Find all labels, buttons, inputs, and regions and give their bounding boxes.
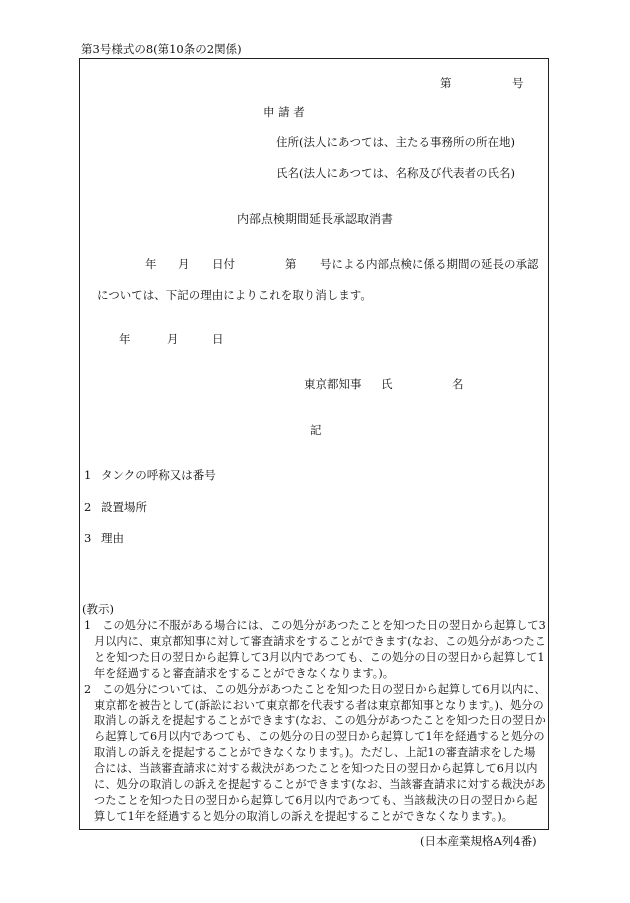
notice-heading: (教示)	[82, 602, 114, 616]
ki-heading: 記	[310, 423, 322, 437]
body-nen: 年	[145, 257, 157, 271]
notice-paragraph-1: 1 この処分に不服がある場合には、この処分があつたことを知つた日の翌日から起算して3月以内に、東京都知事に対して審査請求をすることができます(なお、この処分があつたことを知つた日の翌日から起算して3月以内であつても、この処分の日の翌日から起算して1年を経過すると審査請求をすることができなくなります。)。	[84, 619, 546, 680]
applicant-address: 住所(法人にあつては、主たる事務所の所在地)	[276, 135, 515, 149]
number-dai: 第	[440, 76, 452, 90]
item-2-label: 設置場所	[101, 500, 147, 514]
body-line1-rest: 号による内部点検に係る期間の延長の承認	[320, 257, 539, 271]
date-tsuki: 月	[167, 332, 179, 346]
body-line2: については、下記の理由によりこれを取り消します。	[97, 288, 372, 302]
body-tsuki: 月	[178, 257, 190, 271]
document-title: 内部点検期間延長承認取消書	[237, 212, 394, 226]
footer-standard: (日本産業規格A列4番)	[420, 834, 537, 848]
number-go: 号	[512, 76, 524, 90]
governor-shi: 氏	[381, 377, 393, 391]
governor-mei: 名	[452, 377, 464, 391]
body-dai: 第	[285, 257, 297, 271]
applicant-name: 氏名(法人にあつては、名称及び代表者の氏名)	[276, 166, 515, 180]
form-label: 第3号様式の8(第10条の2関係)	[81, 42, 242, 56]
item-1-number: 1	[84, 468, 92, 482]
date-nen: 年	[119, 332, 131, 346]
body-hizuke: 日付	[212, 257, 235, 271]
notice-paragraph-2: 2 この処分については、この処分があつたことを知つた日の翌日から起算して6月以内に、東京都を被告として(訴訟において東京都を代表する者は東京都知事となります。)、処分の取消しの訴えを提起することができます(なお、この処分があつたことを知つた日の翌日から起算して6月以内であつても、この処分の日の翌日から起算して1年を経過すると処分の取消しの訴えを提起することができなくなります。)。ただし、上記1の審査請求をした場合には、当該審査請求に対する裁決があつたことを知つた日の翌日から起算して6月以内に、処分の取消しの訴えを提起することができます(なお、当該審査請求に対する裁決があつたことを知つた日の翌日から起算して6月以内であつても、当該裁決の日の翌日から起算して1年を経過すると処分の取消しの訴えを提起することができなくなります。)。	[84, 682, 546, 823]
date-hi: 日	[212, 332, 224, 346]
item-3-label: 理由	[101, 531, 124, 545]
notice-body	[84, 618, 546, 825]
item-2-number: 2	[84, 500, 92, 514]
item-3-number: 3	[84, 531, 92, 545]
applicant-heading: 申 請 者	[263, 105, 305, 119]
item-1-label: タンクの呼称又は番号	[101, 468, 216, 482]
governor-title: 東京都知事	[304, 377, 362, 391]
